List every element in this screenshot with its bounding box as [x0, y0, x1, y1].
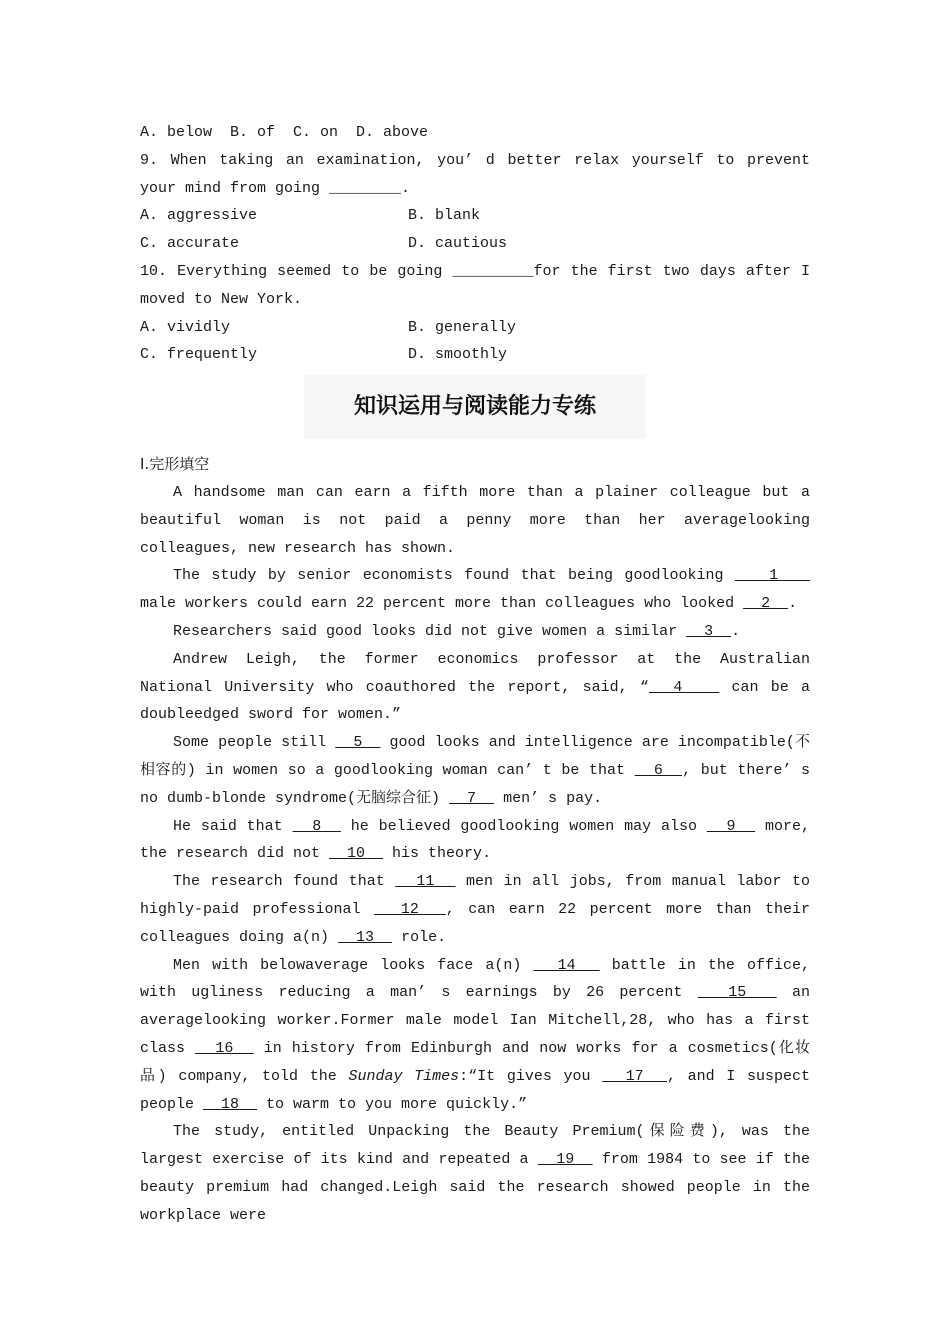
q9-option-a: A. aggressive [140, 207, 258, 225]
q10-option-d: D. smoothly [408, 346, 508, 364]
blank-18: 18 [203, 1095, 258, 1113]
q10-option-b: B. generally [408, 318, 517, 336]
paragraph-6: He said that 8 he believed goodlooking women may also 9 more, the research did not 10 his theory. [140, 817, 810, 863]
q9-options-row1 [140, 202, 810, 230]
paragraph-7: The research found that 11 men in all jobs, from manual labor to highly-paid professional 12 , can earn 22 percent more than their colleagues doing a(n) 13 role. [140, 873, 810, 946]
q10-options-row1 [140, 314, 810, 342]
blank-5: 5 [335, 734, 381, 752]
q9-option-d: D. cautious [408, 235, 508, 253]
blank-1: 1 [734, 567, 810, 585]
q9-option-b: B. blank [408, 207, 481, 225]
q8-options: A. below B. of C. on D. above [140, 124, 429, 141]
paragraph-9: The study, entitled Unpacking the Beauty Premium(保险费), was the largest exercise of its kind and repeated a 19 from 1984 to see if the beauty premium had changed.Leigh said the research showed people in the workplace were [140, 1123, 810, 1224]
blank-10: 10 [329, 845, 384, 863]
blank-15: 15 [697, 984, 777, 1002]
section-title: 知识运用与阅读能力专练 [304, 375, 646, 439]
paragraph-2: The study by senior economists found that being goodlooking 1 male workers could earn 22 percent more than colleagues who looked 2 . [140, 567, 810, 613]
section-title-wrap [140, 375, 810, 439]
q10-options-row2 [140, 341, 810, 369]
blank-6: 6 [634, 761, 683, 779]
blank-11: 11 [395, 873, 456, 891]
q10-stem: 10. Everything seemed to be going _________for the first two days after I moved to New York. [140, 262, 810, 308]
blank-9: 9 [706, 817, 756, 835]
blank-8: 8 [292, 817, 341, 835]
section-heading: Ⅰ.完形填空 [140, 455, 210, 474]
blank-4: 4 [648, 678, 720, 696]
q10-option-a: A. vividly [140, 318, 231, 336]
q9-stem: 9. When taking an examination, you’ d better relax yourself to prevent your mind from going ________. [140, 151, 810, 197]
blank-14: 14 [533, 956, 600, 974]
paragraph-5: Some people still 5 good looks and intelligence are incompatible(不相容的) in women so a goodlooking woman can’ t be that 6 , but there’ s no dumb-blonde syndrome(无脑综合征) 7 men’ s pay. [140, 734, 810, 807]
newspaper-name: Sunday Times [348, 1067, 460, 1085]
paragraph-1: A handsome man can earn a fifth more than a plainer colleague but a beautiful woman is not paid a penny more than her averagelooking colleagues, new research has shown. [140, 483, 810, 557]
q9-options-row2 [140, 230, 810, 258]
q9-option-c: C. accurate [140, 235, 240, 253]
paragraph-3: Researchers said good looks did not give women a similar 3 . [173, 622, 741, 640]
blank-13: 13 [338, 928, 393, 946]
paragraph-8: Men with belowaverage looks face a(n) 14 battle in the office, with ugliness reducing a man’ s earnings by 26 percent 15 an averagelooking worker.Former male model Ian Mitchell,28, who has a first class 16 in history from Edinburgh and now works for a cosmetics(化妆品) company, told the Sunday Times:“It gives you 17 , and I suspect people 18 to warm to you more quickly.” [140, 956, 810, 1113]
paragraph-4: Andrew Leigh, the former economics professor at the Australian National University who coauthored the report, said, “ 4 can be a doubleedged sword for women.” [140, 650, 810, 724]
blank-16: 16 [195, 1039, 254, 1057]
q10-option-c: C. frequently [140, 346, 258, 364]
blank-17: 17 [602, 1067, 667, 1085]
blank-12: 12 [373, 900, 446, 918]
blank-2: 2 [743, 595, 789, 613]
blank-19: 19 [537, 1151, 593, 1169]
blank-7: 7 [449, 789, 495, 807]
blank-3: 3 [686, 622, 732, 640]
document-page [140, 119, 810, 1229]
